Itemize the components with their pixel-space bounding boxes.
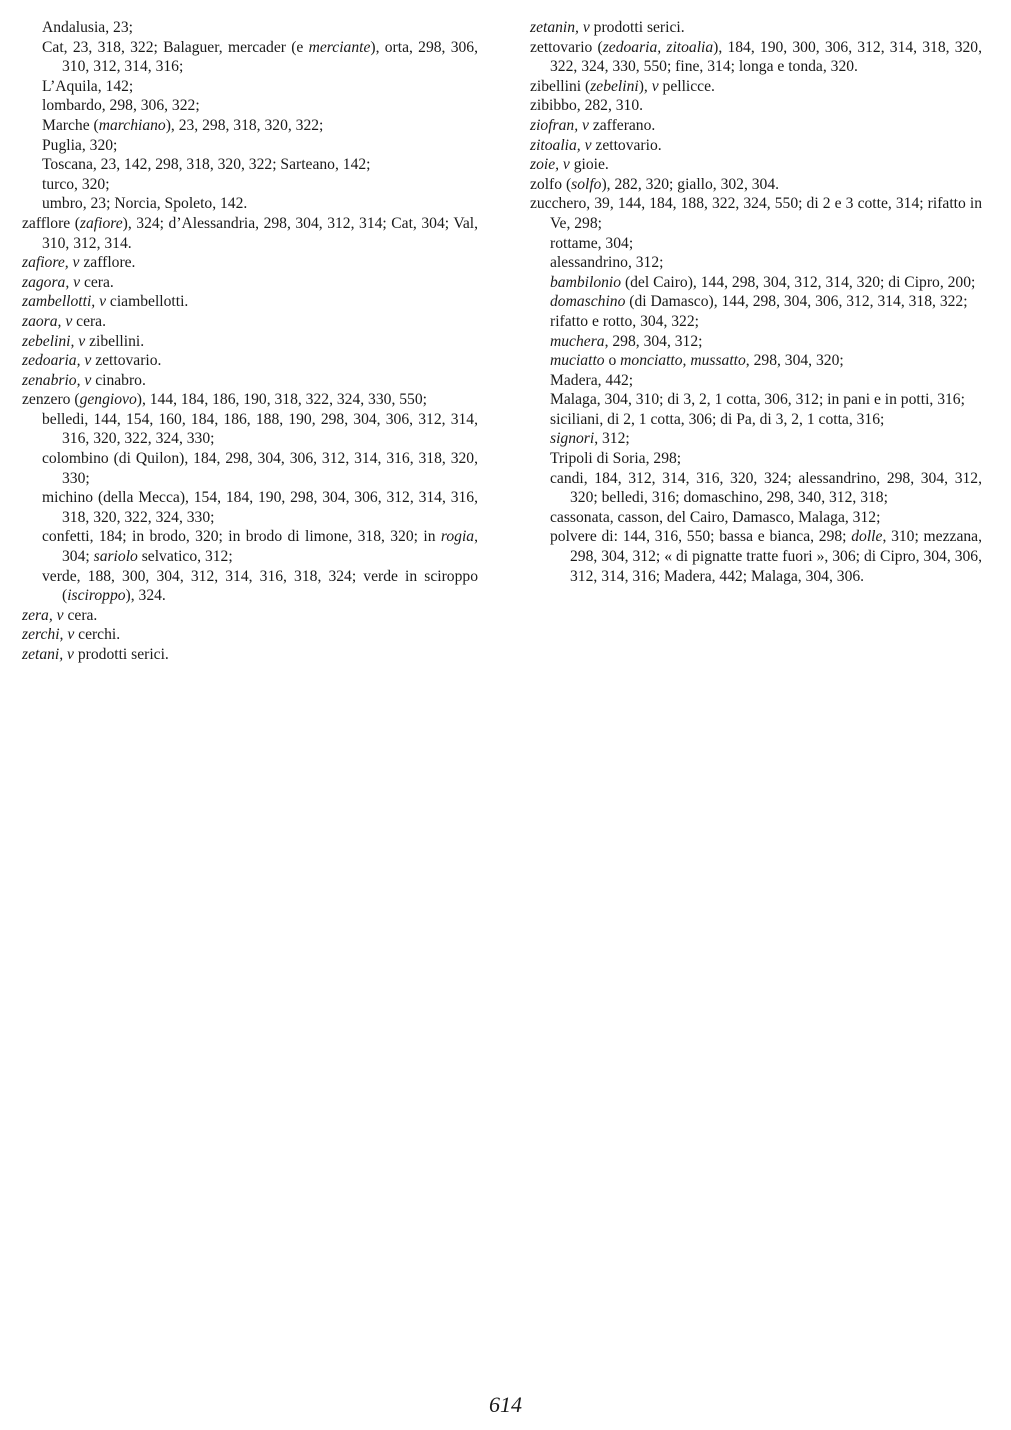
entry-text-segment: zera, v (22, 606, 64, 624)
entry-text-segment: zibibbo, 282, 310. (530, 97, 644, 115)
entry-text-segment: zambellotti, v (22, 293, 107, 311)
index-subentry (22, 96, 478, 116)
entry-text-segment: confetti, 184; in brodo, 320; in brodo di limone, 318, 320; in (42, 528, 441, 546)
index-entry (530, 175, 982, 195)
index-subentry (530, 508, 982, 528)
index-subentry (22, 136, 478, 156)
index-subentry (530, 253, 982, 273)
entry-text-segment: cera. (63, 606, 98, 624)
entry-text-segment: Cat, 23, 318, 322; Balaguer, mercader (e (42, 38, 309, 56)
entry-text-segment: (del Cairo), 144, 298, 304, 312, 314, 320; di Cipro, 200; (621, 273, 976, 291)
entry-text-segment: prodotti serici. (589, 19, 685, 36)
entry-text-segment: ), 23, 298, 318, 320, 322; (165, 116, 324, 134)
index-entry (22, 273, 478, 293)
index-subentry (530, 292, 982, 312)
index-subentry (530, 449, 982, 469)
entry-text-segment: ), 144, 184, 186, 190, 318, 322, 324, 330, 550; (136, 391, 427, 409)
entry-text-segment: rifatto e rotto, 304, 322; (550, 312, 699, 330)
entry-text-segment: zaora, v (22, 312, 73, 330)
index-subentry (530, 410, 982, 430)
entry-text-segment: zafferano. (588, 116, 656, 134)
entry-text-segment: , 312; (594, 430, 630, 448)
entry-text-segment: muchera (550, 332, 605, 350)
index-entry (530, 77, 982, 97)
index-subentry (530, 312, 982, 332)
entry-text-segment: siciliani, di 2, 1 cotta, 306; di Pa, di 3, 2, 1 cotta, 316; (550, 410, 885, 428)
entry-text-segment: gengiovo (79, 391, 137, 409)
index-entry (22, 332, 478, 352)
entry-text-segment: zibellini ( (530, 77, 591, 95)
index-entry (530, 136, 982, 156)
index-subentry (22, 488, 478, 527)
entry-text-segment: Madera, 442; (550, 371, 634, 389)
entry-text-segment: zafiore, v (22, 254, 80, 272)
index-subentry (22, 38, 478, 77)
index-entry (22, 214, 478, 253)
index-column-right (530, 18, 982, 586)
entry-text-segment: Tripoli di Soria, 298; (550, 450, 682, 468)
index-entry (530, 194, 982, 233)
entry-text-segment: ), 184, 190, 300, 306, 312, 314, 318, 320, 322, 324, 330, 550; fine, 314; longa e tonda, 320. (550, 38, 983, 76)
entry-text-segment: , 304; (62, 528, 478, 566)
index-subentry (22, 175, 478, 195)
entry-text-segment: ziofran, v (530, 116, 589, 134)
entry-text-segment: zebelini, v (22, 332, 86, 350)
entry-text-segment: isciroppo (67, 587, 126, 605)
entry-text-segment: zagora, v (22, 273, 81, 291)
index-entry (530, 155, 982, 175)
entry-text-segment: zenabrio, v (22, 371, 92, 389)
entry-text-segment: alessandrino, 312; (550, 254, 664, 272)
entry-text-segment: gioie. (569, 156, 609, 174)
entry-text-segment: zettovario. (91, 352, 162, 370)
entry-text-segment: zolfo ( (530, 175, 572, 193)
index-subentry (22, 116, 478, 136)
index-entry (530, 38, 982, 77)
entry-text-segment: ), 282, 320; giallo, 302, 304. (601, 175, 780, 193)
entry-text-segment: rottame, 304; (550, 234, 634, 252)
entry-text-segment: prodotti serici. (73, 646, 169, 663)
index-subentry (22, 77, 478, 97)
entry-text-segment: (di Damasco), 144, 298, 304, 306, 312, 314, 318, 322; (625, 293, 968, 311)
entry-text-segment: zerchi, v (22, 626, 75, 644)
entry-text-segment: belledi, 144, 154, 160, 184, 186, 188, 190, 298, 304, 306, 312, 314, 316, 320, 322, 324, 330; (42, 410, 478, 448)
index-subentry (22, 155, 478, 175)
entry-text-segment: signori (550, 430, 595, 448)
index-entry (22, 253, 478, 273)
index-subentry (22, 410, 478, 449)
entry-text-segment: Marche ( (42, 116, 99, 134)
entry-text-segment: muciatto (550, 352, 605, 370)
entry-text-segment: zafiore (79, 214, 123, 232)
entry-text-segment: rogia (440, 528, 475, 546)
index-subentry (22, 527, 478, 566)
entry-text-segment: verde, 188, 300, 304, 312, 314, 316, 318, 324; verde in sciroppo ( (42, 567, 478, 605)
entry-text-segment: zafflore. (79, 254, 136, 272)
index-entry (22, 625, 478, 645)
index-subentry (530, 469, 982, 508)
entry-text-segment: zetanin, v (530, 19, 590, 36)
entry-text-segment: ), 324. (125, 587, 166, 605)
entry-text-segment: ), orta, 298, 306, 310, 312, 314, 316; (62, 38, 479, 76)
entry-text-segment: polvere di: 144, 316, 550; bassa e bianca, 298; (550, 528, 852, 546)
index-subentry (530, 527, 982, 586)
index-entry (530, 116, 982, 136)
entry-text-segment: cera. (80, 273, 114, 291)
entry-text-segment: cera. (72, 312, 107, 330)
index-subentry (530, 351, 982, 371)
index-entry (22, 312, 478, 332)
entry-text-segment: Malaga, 304, 310; di 3, 2, 1 cotta, 306, 312; in pani e in potti, 316; (550, 391, 965, 409)
entry-text-segment: zebelini (590, 77, 639, 95)
entry-text-segment: Andalusia, 23; (42, 19, 133, 36)
index-column-left (22, 18, 478, 665)
index-subentry (530, 371, 982, 391)
entry-text-segment: turco, 320; (42, 175, 110, 193)
entry-text-segment: zedoaria, v (22, 352, 92, 370)
entry-text-segment: Puglia, 320; (42, 136, 118, 154)
entry-text-segment: dolle (851, 528, 883, 546)
entry-text-segment: michino (della Mecca), 154, 184, 190, 298, 304, 306, 312, 314, 316, 318, 320, 322, 324, 330; (42, 489, 478, 526)
entry-text-segment: zettovario. (591, 136, 662, 154)
entry-text-segment: zibellini. (85, 332, 145, 350)
entry-text-segment: Toscana, 23, 142, 298, 318, 320, 322; Sarteano, 142; (42, 156, 371, 174)
index-entry (22, 351, 478, 371)
entry-text-segment: , 298, 304, 312; (604, 332, 703, 350)
entry-text-segment: ), 324; d’Alessandria, 298, 304, 312, 314; Cat, 304; Val, 310, 312, 314. (42, 214, 479, 252)
index-entry (22, 371, 478, 391)
entry-text-segment: zenzero ( (22, 391, 80, 409)
entry-text-segment: zoie, v (530, 156, 570, 174)
entry-text-segment: monciatto, mussatto (620, 352, 746, 370)
index-subentry (530, 429, 982, 449)
entry-text-segment: , 298, 304, 320; (745, 352, 844, 370)
entry-text-segment: candi, 184, 312, 314, 316, 320, 324; alessandrino, 298, 304, 312, 320; belledi, 316; domaschino, 298, 340, 312, 318; (550, 469, 982, 507)
entry-text-segment: selvatico, 312; (137, 548, 233, 566)
entry-text-segment: v (651, 77, 659, 95)
entry-text-segment: sariolo (93, 548, 138, 566)
entry-text-segment: zetani, v (22, 646, 74, 663)
entry-text-segment: zettovario ( (530, 38, 603, 56)
entry-text-segment: zedoaria, zitoalia (602, 38, 714, 56)
entry-text-segment: solfo (571, 175, 602, 193)
index-entry (22, 606, 478, 626)
index-subentry (530, 234, 982, 254)
entry-text-segment: pellicce. (658, 77, 715, 95)
entry-text-segment: umbro, 23; Norcia, Spoleto, 142. (42, 195, 248, 213)
index-subentry (22, 567, 478, 606)
index-entry (22, 390, 478, 410)
entry-text-segment: bambilonio (550, 273, 622, 291)
entry-text-segment: zucchero, 39, 144, 184, 188, 322, 324, 550; di 2 e 3 cotte, 314; rifatto in Ve, 298; (530, 195, 982, 232)
entry-text-segment: , 310; mezzana, 298, 304, 312; « di pignatte tratte fuori », 306; di Cipro, 304, 306, 312, 314, 316; Madera, 442; Malaga, 304, 306. (570, 528, 982, 585)
entry-text-segment: merciante (308, 38, 371, 56)
entry-text-segment: ciambellotti. (106, 293, 189, 311)
index-subentry (530, 390, 982, 410)
entry-text-segment: cinabro. (91, 371, 146, 389)
entry-text-segment: o (604, 352, 621, 370)
index-subentry (530, 332, 982, 352)
index-subentry (530, 273, 982, 293)
index-entry (22, 645, 478, 665)
entry-text-segment: marchiano (98, 116, 166, 134)
index-entry (530, 96, 982, 116)
entry-text-segment: domaschino (550, 293, 626, 311)
index-subentry (22, 18, 478, 38)
index-subentry (22, 194, 478, 214)
index-entry (22, 292, 478, 312)
entry-text-segment: lombardo, 298, 306, 322; (42, 97, 200, 115)
entry-text-segment: zafflore ( (22, 214, 80, 232)
entry-text-segment: cassonata, casson, del Cairo, Damasco, Malaga, 312; (550, 508, 881, 526)
entry-text-segment: ), (638, 77, 652, 95)
page-number: 614 (489, 1392, 522, 1417)
entry-text-segment: L’Aquila, 142; (42, 77, 134, 95)
entry-text-segment: cerchi. (74, 626, 121, 644)
entry-text-segment: colombino (di Quilon), 184, 298, 304, 306, 312, 314, 316, 318, 320, 330; (42, 450, 478, 487)
entry-text-segment: zitoalia, v (530, 136, 592, 154)
index-subentry (22, 449, 478, 488)
index-entry (530, 18, 982, 38)
